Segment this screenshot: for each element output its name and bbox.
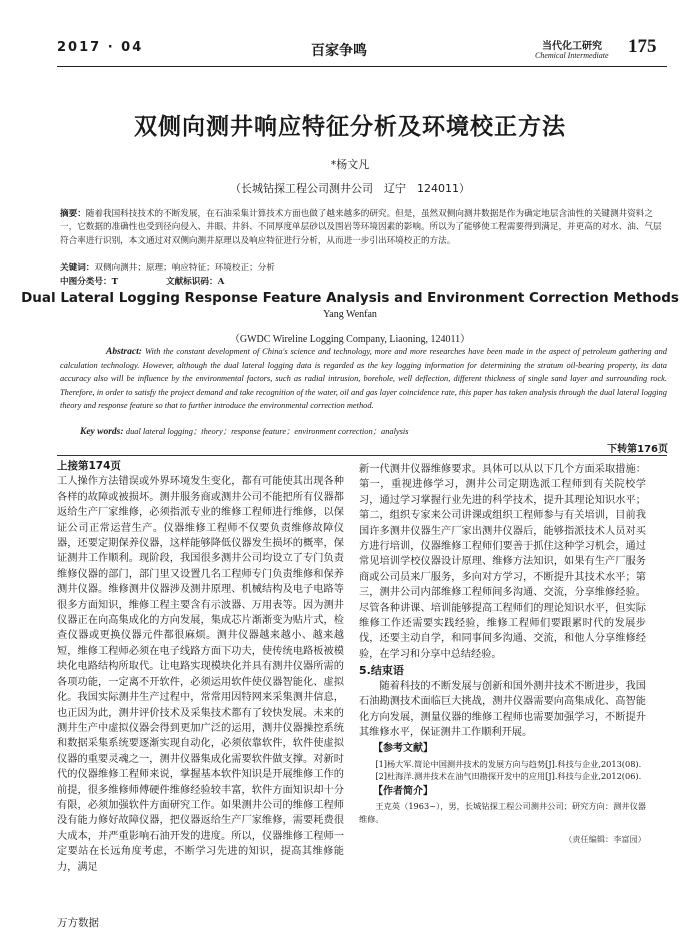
reference-item: [2]杜海洋.测井技术在油气田勘探开发中的应用[J].科技与企业,2012(06). bbox=[375, 771, 642, 782]
body-column-left bbox=[57, 459, 344, 875]
section-divider bbox=[57, 455, 667, 456]
affiliation-en: （GWDC Wireline Logging Company, Liaoning, 124011） bbox=[229, 334, 471, 345]
body-paragraph: 工人操作方法错误或外界环境发生变化，都有可能使其出现各种各样的故障或被损坏。测井服务商或测井公司不能把所有仪器都返给生产厂家维修，必须指派专业的维修工程师进行维修，以保证公司正常运营生产。仪器维修工程师不仅要负责维修故障仪器，还要定期保养仪器，这样能够降低仪器发生损坏的概率，保证测井工作顺利。现阶段，我国很多测井公司均设立了专门负责维修仪器的部门，部门里又设置几名工程师专门负责维修和保养测井仪器。维修测井仪器涉及测井原理、机械结构及电子电路等很多方面知识，维修工程主要含有示波器、万用表等。因为测井仪器正在向高集成化的方向发展，集成芯片渐渐变为贴片式，检查仪器或更换仪器元件都很麻烦。测井仪器越来越小、越来越短，维修工程师必须在电子线路方面下功夫，使传统电路板被模块化电路结构所取代。让电路实现模块化并具有测井仪器所需的各项功能，一定离不开软件，必须运用软件使仪器智能化、虚拟化。我国实际测井生产过程中，常常用因特网来采集测井信息，也正因为此，测井评价技术及采集技术都有了较快发展。未来的测井生产中虚拟仪器会得到更加广泛的运用，测井仪器操控系统和数据采集系统要逐渐实现自动化，必须依靠软件，软件使虚拟仪器的重要灵魂之一，测井仪器集成化需要软件做支撑。对新时代的仪器维修工程师来说，掌握基本软件知识是开展维修工作的前提，很多维修师傅硬件维修经验较丰富，软件方面知识却十分有限，必须加强软件方面研究工作。如果测井公司的维修工程师没有能力修好故障仪器，把仪器返给生产厂家维修，需要耗费很大成本，并严重影响石油开发的进度。所以，仪器维修工程师一定要站在长远角度考虑，不断学习先进的知识，提高其维修能力，满足 bbox=[57, 476, 344, 873]
issue-label: 2017 · 04 bbox=[57, 40, 144, 55]
author-bio: 王克英（1963~），男，长城钻探工程公司测井公司；研究方向：测井仪器维修。 bbox=[359, 801, 646, 824]
keywords-en: Key words: dual lateral logging；theory；response feature；environment correction；analysis bbox=[80, 427, 409, 437]
keywords-label: 关键词： bbox=[60, 263, 95, 273]
abstract-en: Abstract: With the constant development of China's science and technology, more and more researches have been made in the aspect of petroleum gathering and calculation technology. However, although the dual lateral logging data is regarded as the key logging information for determining the stratum oil-bearing property, its data accuracy also will be influence by the environmental factors, such as radial intrusion, borehole, well deflection, different thickness of single sand layer and surrounding rock. Therefore, in order to satisfy the project demand and take recognition of the water, oil and gas layer coincidence rate, this paper has taken analysis through the dual lateral logging theory and response feature so that to further introduce the environmental correction method. bbox=[60, 347, 667, 410]
abstract-cn bbox=[60, 208, 667, 248]
doc-code-value: A bbox=[217, 277, 225, 287]
reference-item: [1]杨大军.简论中国测井技术的发展方向与趋势[J].科技与企业,2013(08). bbox=[375, 758, 642, 769]
doc-code-label: 文献标识码： bbox=[165, 277, 218, 287]
author-cn: *杨文凡 bbox=[330, 158, 370, 171]
header-divider bbox=[57, 66, 667, 67]
abstract-en-label: Abstract bbox=[106, 347, 139, 357]
affiliation-cn: （长城钻探工程公司测井公司 辽宁 124011） bbox=[230, 182, 470, 195]
keywords-text-en: dual lateral logging；theory；response feature；environment correction；analysis bbox=[125, 427, 409, 436]
article-title-cn: 双侧向测井响应特征分析及环境校正方法 bbox=[134, 114, 566, 140]
editor-note: （责任编辑：李富园） bbox=[564, 833, 646, 844]
keywords-en-label: Key words bbox=[80, 427, 121, 437]
class-label: 中图分类号： bbox=[60, 277, 112, 287]
body-column-right bbox=[359, 462, 646, 847]
section-label: 百家争鸣 bbox=[311, 43, 367, 59]
footer-watermark: 万方数据 bbox=[57, 917, 99, 929]
class-value: T bbox=[111, 277, 118, 287]
abstract-label: 摘要： bbox=[60, 209, 86, 219]
article-title-en: Dual Lateral Logging Response Feature Analysis and Environment Correction Methods bbox=[21, 290, 679, 306]
author-bio-heading: 【作者简介】 bbox=[373, 785, 433, 797]
body-paragraph: 新一代测井仪器维修要求。具体可以从以下几个方面采取措施：第一，重视进修学习，测井公司定期选派工程师到有关院校学习，通过学习掌握行业先进的科学技术，提升其理论知识水平；第二，组织专家来公司讲课或组织工程师参与有关培训，目前我国许多测井仪器生产厂家出测井仪器后，能够指派技术人员对买方进行培训，仪器维修工程师们要善于抓住这种学习机会，通过常见培训学校仪器设计原理、维修方法知识，如果有生产厂服务商或公司员来厂服务，多向对方学习，不断提升其技术水平；第三，测井公司内部维修工程师间多沟通、交流，分享维修经验。尽管各种讲课、培训能够提高工程师们的理论知识水平，但实际维修工作还需要实践经验，维修工程师们要跟累时代的发展步伐，还要主动自学，和同事间多沟通、交流，和他人分享维修经验，在学习和分享中总结经验。 bbox=[359, 464, 646, 660]
continued-on-note: 下转第176页 bbox=[607, 444, 668, 455]
abstract-text-en: With the constant development of China's science and technology, more and more researches have been made in the aspect of petroleum gathering and calculation technology. However, although the dual lateral logging data is regarded as the key logging information for determining the stratum oil-bearing property, its data accuracy also will be influence by the environmental factors, such as radial intrusion, borehole, well deflection, different thickness of single sand layer and surrounding rock. Therefore, in order to satisfy the project demand and take recognition of the water, oil and gas layer coincidence rate, this paper has taken analysis through the dual lateral logging theory and response feature so that to further introduce the environmental correction method. bbox=[60, 347, 667, 410]
keywords-text-cn: 双侧向测井；原理；响应特征；环境校正；分析 bbox=[94, 263, 275, 273]
journal-name-cn: 当代化工研究 bbox=[542, 41, 602, 52]
section-heading: 5.结束语 bbox=[359, 664, 404, 678]
keywords-cn bbox=[60, 262, 667, 275]
classification-line bbox=[60, 276, 667, 289]
author-en: Yang Wenfan bbox=[323, 309, 377, 320]
continued-from-note: 上接第174页 bbox=[57, 460, 121, 472]
journal-name-en: Chemical Intermediate bbox=[535, 51, 609, 60]
abstract-text-cn: 随着我国科技技术的不断发展，在石油采集计算技术方面也做了越来越多的研究。但是，虽然双侧向测井数据是作为确定地层含油性的关键测井资料之一，它数据的准确性也受到径向侵入、井眼、井斜、不同厚度单层砂以及围岩等环境因素的影响。所以为了能够使工程需要得到满足，并更高的对水、油、气层符合率进行识别，本文通过对双侧向测井原理以及响应特征进行分析，从而进一步引出环境校正的方法。 bbox=[60, 209, 662, 246]
references-heading: 【参考文献】 bbox=[373, 743, 433, 755]
page-number: 175 bbox=[628, 36, 657, 57]
conclusion-paragraph: 随着科技的不断发展与创新和国外测井技术不断进步，我国石油勘测技术面临巨大挑战，测井仪器需要向高集成化、高智能化方向发展，测量仪器的维修工程师也需要加强学习，不断提升其维修水平，保证测井工作顺利开展。 bbox=[359, 680, 646, 738]
